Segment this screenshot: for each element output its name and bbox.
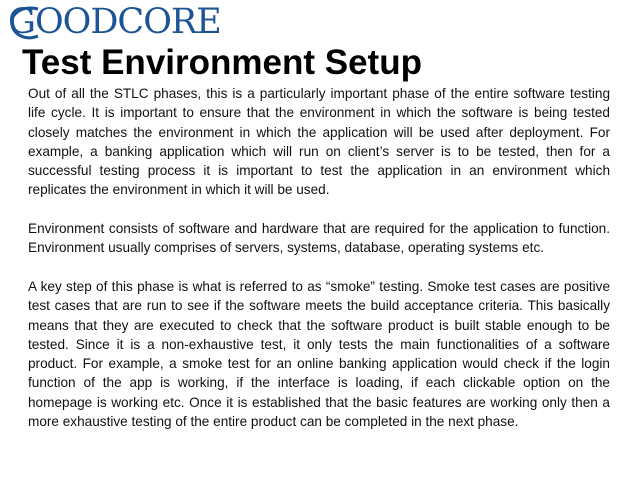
paragraph-environment: Environment consists of software and hardware that are required for the application to function. Environment usually comprises of servers, systems, database, operating systems etc. [28, 221, 610, 256]
goodcore-logo [8, 2, 248, 42]
body-text [28, 84, 610, 431]
page-title: Test Environment Setup [22, 43, 422, 82]
logo-wordmark: GOODCORE [8, 2, 221, 42]
paragraph-intro: Out of all the STLC phases, this is a particularly important phase of the entire software testing life cycle. It is important to ensure that the environment in which the software is being tested closely matches the environment in which the application will be used after deployment. For example, a banking application which will run on client’s server is to be tested, then for a successful testing process it is important to test the application in an environment which replicates the environment in which it will be used. [28, 86, 610, 198]
paragraph-smoke-testing: A key step of this phase is what is referred to as “smoke” testing. Smoke test cases are positive test cases that are run to see if the software meets the build acceptance criteria. This basically means that they are executed to check that the software product is built stable enough to be tested. Since it is a non-exhaustive test, it only tests the main functionalities of a software product. For example, a smoke test for an online banking application would check if the login function of the app is working, if the interface is loading, if each clickable option on the homepage is working etc. Once it is established that the basic features are working only then a more exhaustive testing of the entire product can be completed in the next phase. [28, 278, 610, 430]
